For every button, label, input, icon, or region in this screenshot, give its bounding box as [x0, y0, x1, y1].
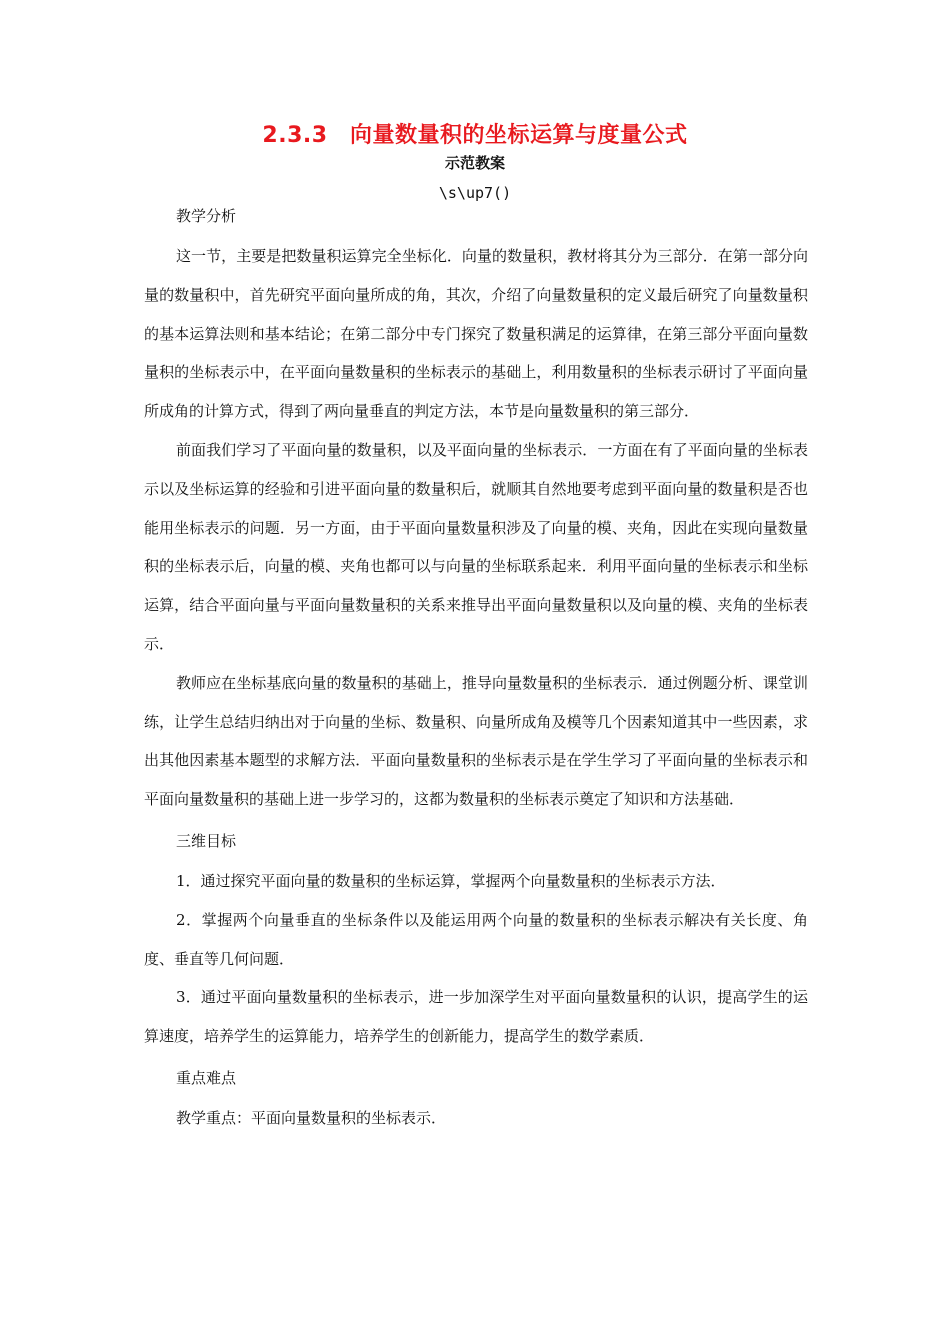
section-heading-keypoints: 重点难点 — [176, 1068, 237, 1087]
analysis-paragraph-2: 前面我们学习了平面向量的数量积，以及平面向量的坐标表示．一方面在有了平面向量的坐标表示以及坐标运算的经验和引进平面向量的数量积后，就顺其自然地要考虑到平面向量的数量积是否也能用坐标表示的问题．另一方面，由于平面向量数量积涉及了向量的模、夹角，因此在实现向量数量积的坐标表示后，向量的模、夹角也都可以与向量的坐标联系起来．利用平面向量的坐标表示和坐标运算，结合平面向量与平面向量数量积的关系来推导出平面向量数量积以及向量的模、夹角的坐标表示． — [144, 440, 808, 653]
analysis-paragraph-1: 这一节，主要是把数量积运算完全坐标化．向量的数量积，教材将其分为三部分．在第一部分向量的数量积中，首先研究平面向量所成的角，其次，介绍了向量数量积的定义最后研究了向量数量积的基本运算法则和基本结论；在第二部分中专门探究了数量积满足的运算律，在第三部分平面向量数量积的坐标表示中，在平面向量数量积的坐标表示的基础上，利用数量积的坐标表示研讨了平面向量所成角的计算方式，得到了两向量垂直的判定方法，本节是向量数量积的第三部分． — [144, 247, 808, 421]
section-heading-goals: 三维目标 — [176, 831, 237, 850]
goal-item-1: 1．通过探究平面向量的数量积的坐标运算，掌握两个向量数量积的坐标表示方法． — [176, 871, 726, 890]
document-subtitle: 示范教案 — [444, 154, 505, 172]
field-code-text: \s\up7() — [438, 184, 512, 202]
analysis-paragraph-3: 教师应在坐标基底向量的数量积的基础上，推导向量数量积的坐标表示．通过例题分析、课堂训练，让学生总结归纳出对于向量的坐标、数量积、向量所成角及模等几个因素知道其中一些因素，求出其他因素基本题型的求解方法．平面向量数量积的坐标表示是在学生学习了平面向量的坐标表示和平面向量数量积的基础上进一步学习的，这都为数量积的坐标表示奠定了知识和方法基础． — [144, 673, 808, 809]
document-body — [144, 204, 808, 1138]
keypoint-item-1: 教学重点：平面向量数量积的坐标表示． — [176, 1108, 447, 1127]
document-title: 2.3.3 向量数量积的坐标运算与度量公式 — [262, 123, 688, 148]
goal-item-2: 2．掌握两个向量垂直的坐标条件以及能运用两个向量的数量积的坐标表示解决有关长度、角度、垂直等几何问题． — [144, 910, 808, 968]
goal-item-3: 3．通过平面向量数量积的坐标表示，进一步加深学生对平面向量数量积的认识，提高学生的运算速度，培养学生的运算能力，培养学生的创新能力，提高学生的数学素质． — [144, 988, 808, 1046]
section-heading-analysis: 教学分析 — [176, 207, 237, 225]
